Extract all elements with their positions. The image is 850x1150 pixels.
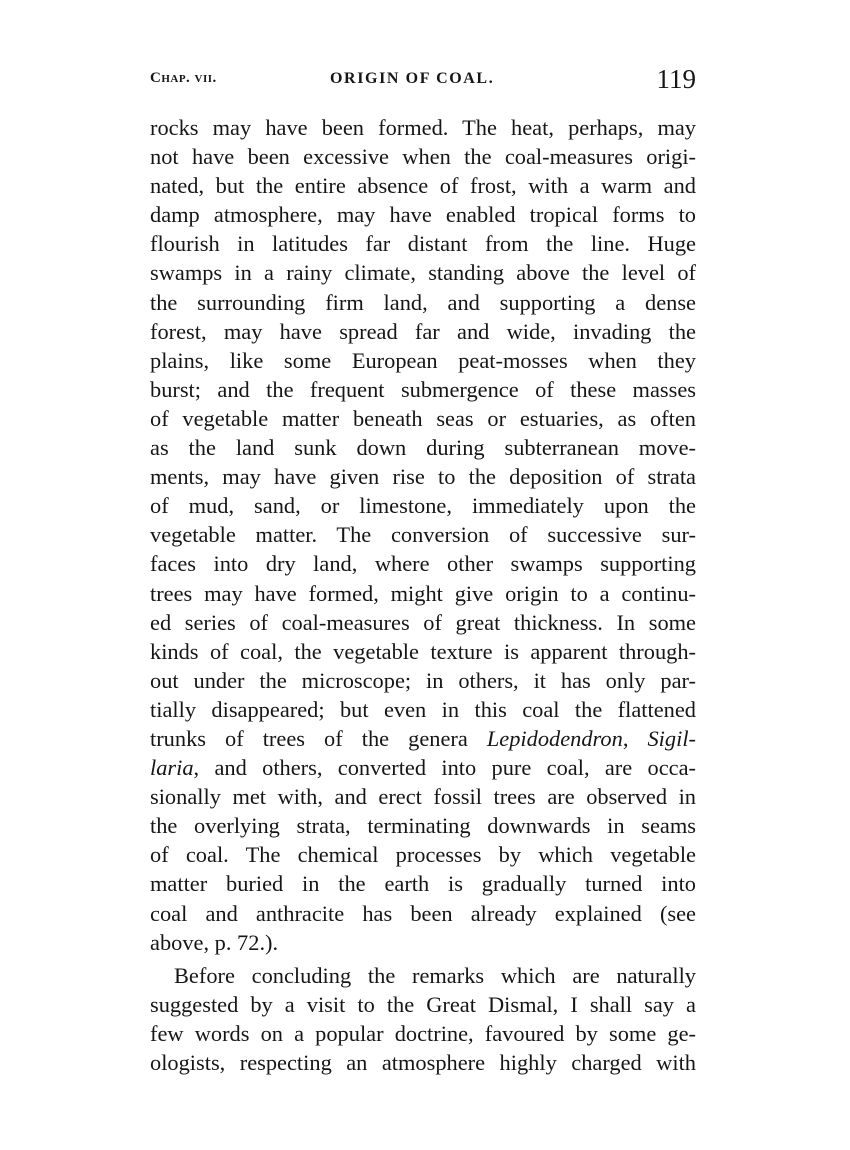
text-line — [150, 961, 696, 990]
text-run: the surrounding firm land, and supporting a dense — [150, 289, 696, 315]
text-run: rocks may have been formed. The heat, perhaps, may — [150, 115, 696, 140]
text-run: ologists, respecting an atmosphere highly charged with — [150, 1050, 696, 1075]
page-number: 119 — [656, 64, 696, 94]
text-line — [150, 928, 696, 957]
text-line — [150, 549, 696, 578]
text-run: trunks of trees of the genera — [150, 725, 487, 751]
text-line — [150, 753, 696, 782]
text-line — [150, 637, 696, 666]
text-run: trees may have formed, might give origin to a continu- — [150, 580, 696, 606]
body-text — [150, 113, 696, 1077]
text-run: tially disappeared; but even in this coal the flattened — [150, 696, 696, 722]
text-run: out under the microscope; in others, it has only par- — [150, 667, 696, 693]
text-run: of coal. The chemical processes by which vegetable — [150, 842, 696, 868]
text-run: sionally met with, and erect fossil trees are observed in — [150, 784, 696, 810]
text-run: flourish in latitudes far distant from the line. Huge — [150, 231, 696, 257]
text-run: nated, but the entire absence of frost, with a warm and — [150, 173, 696, 199]
text-line — [150, 229, 696, 258]
text-run: damp atmosphere, may have enabled tropical forms to — [150, 202, 696, 228]
text-line — [150, 695, 696, 724]
text-run: , and others, converted into pure coal, are occa- — [193, 755, 696, 781]
text-line — [150, 462, 696, 491]
paragraph — [150, 113, 696, 957]
italic-term: Sigil- — [647, 725, 696, 751]
text-run: coal and anthracite has been already explained (see — [150, 900, 696, 926]
text-run: ments, may have given rise to the deposition of strata — [150, 464, 696, 490]
text-line — [150, 520, 696, 549]
text-line — [150, 346, 696, 375]
text-run: of mud, sand, or limestone, immediately upon the — [150, 493, 696, 519]
text-run: few words on a popular doctrine, favoured by some ge- — [150, 1020, 696, 1046]
text-run: burst; and the frequent submergence of these masses — [150, 376, 696, 402]
text-line — [150, 608, 696, 637]
text-line — [150, 666, 696, 695]
text-run: matter buried in the earth is gradually turned into — [150, 871, 696, 897]
chapter-label: Chap. vii. — [150, 70, 217, 86]
running-head — [150, 64, 696, 92]
text-run: vegetable matter. The conversion of successive sur- — [150, 522, 696, 548]
running-title: ORIGIN OF COAL. — [330, 70, 495, 87]
text-line — [150, 811, 696, 840]
text-run: the overlying strata, terminating downwards in seams — [150, 813, 696, 839]
text-line — [150, 869, 696, 898]
text-run: , — [622, 725, 648, 751]
text-line — [150, 579, 696, 608]
text-run: ed series of coal-measures of great thickness. In some — [150, 609, 696, 635]
text-run: plains, like some European peat-mosses when they — [150, 347, 696, 373]
text-line — [150, 840, 696, 869]
paragraph — [150, 961, 696, 1077]
text-line — [150, 142, 696, 171]
text-line — [150, 990, 696, 1019]
text-line — [150, 404, 696, 433]
text-run: suggested by a visit to the Great Dismal, I shall say a — [150, 991, 696, 1017]
italic-term: Lepidodendron — [486, 725, 623, 751]
text-run: Before concluding the remarks which are naturally — [174, 962, 696, 988]
text-run: as the land sunk down during subterranean move- — [150, 435, 696, 461]
text-line — [150, 1019, 696, 1048]
text-line — [150, 200, 696, 229]
text-run: kinds of coal, the vegetable texture is apparent through- — [150, 638, 696, 664]
text-line — [150, 317, 696, 346]
text-run: not have been excessive when the coal-measures origi- — [150, 144, 696, 170]
text-line — [150, 171, 696, 200]
text-line — [150, 899, 696, 928]
text-line — [150, 433, 696, 462]
italic-term: laria — [150, 755, 194, 781]
text-line — [150, 1048, 696, 1077]
text-run: faces into dry land, where other swamps supporting — [150, 551, 696, 577]
text-line — [150, 491, 696, 520]
text-run: of vegetable matter beneath seas or estuaries, as often — [150, 405, 696, 431]
text-line — [150, 724, 696, 753]
text-line — [150, 288, 696, 317]
text-line — [150, 782, 696, 811]
text-run: above, p. 72.). — [150, 929, 279, 955]
text-run: forest, may have spread far and wide, invading the — [150, 318, 696, 344]
text-line — [150, 258, 696, 287]
text-line — [150, 375, 696, 404]
text-line — [150, 113, 696, 142]
text-run: swamps in a rainy climate, standing above the level of — [150, 260, 696, 286]
